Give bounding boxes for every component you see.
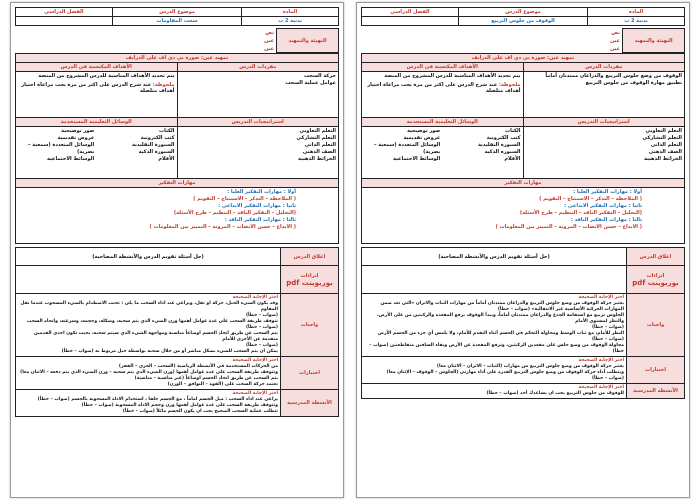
strategies-list [526,128,683,163]
tests-cell [362,357,627,384]
thinking-line: أولا : مهارات التفكير العليا : [227,189,296,195]
enrich-value: بوربوينت pdf [632,278,679,287]
closing-label: اغلاق الدرس [627,248,685,266]
strategies-header: استراتيجيات التدريس [177,118,339,127]
question-line: (صواب – خطأ) [591,376,624,381]
tool-item: كتب الكترونية [140,135,175,141]
subject-label: المادة [242,8,339,17]
question-line: وقد يكون الشيء الحبل، حركة او ثقل، ويراعي عند اداء السحب ما يلي : تجنب الاصطدام بالشيء المسحوب عندما نقل المقاوم [20,301,278,312]
tool-item: الوسائل المتعددة (سمعية – بصرية) [374,142,441,155]
enrich-label [281,266,339,294]
tool-item: الكتاب [505,128,521,134]
strategies-cell [177,127,339,179]
tool-item: الوسائط الاجتماعية [46,156,95,162]
thinking-line: ثانيا : مهارات التفكير الابداعي : [218,203,296,209]
homework-cell [362,294,627,357]
strategy-item: الخرائط الذهنية [643,156,682,162]
question-line: للوقوف من جلوس التربيع يجب ان يساعدك أحد (صواب – خطأ) [486,391,624,396]
strategy-item: التعلم التشاركي [642,135,682,141]
lesson-plan-page-2 [356,2,690,498]
vocab-item: حركة السحب [304,73,336,79]
vocab-list [526,73,683,87]
strategies-cell [523,127,685,179]
page-content [11,3,343,497]
warmup-label: التهيئة والتمهيد [277,29,339,53]
thinking-header: مهارات التفكير [16,179,339,188]
question-line: يتم السحب عن طريق اتخاذ الجسم اوضاعاً (غير مناسبة – مناسبة) [134,376,278,381]
activity-title: اختر الإجابة الصحيحة [232,391,278,396]
goals-intro: يتم تحديد الأهداف المناسبة للدرس المشروح من المنصة [38,73,175,79]
main-table [15,53,339,244]
question-line: (صواب – خطأ) [245,313,278,318]
semester-value [362,17,459,26]
thinking-line: ( الابداع – حسن الانصات – المرونة – التمييز بين المعلومات ) [495,224,642,230]
strategy-item: التعلم التشاركي [296,135,336,141]
tests-lines [18,364,278,388]
enrich-label-text: اثراءات [646,272,665,279]
goals-note [364,82,521,94]
row-fill [16,45,257,53]
activity-label: الأنشطة المدرسية [281,390,339,417]
question-line: الجلوس تربيع مع استقامة الجذع والذراعان ممتدتان أماماً، ويبدأ الوقوف برفع المقعدة والركبتين من على الأرض، والنظر لمستوى الأمام [376,313,624,324]
enrich-value: بوربوينت pdf [286,278,333,287]
vocab-list [180,73,337,87]
warmup-label: التهيئة والتمهيد [623,29,685,53]
question-line: (صواب – خطأ) [245,343,278,348]
subject-label: المادة [588,8,685,17]
question-line: يمكن ان يتم السحب للشيء بشكل مباشر أو من خلال سحبه بواسطة حبل مربوط به (صواب – خطأ) [61,349,278,354]
thinking-line: ( الملاحظة – التذكر – الاستنتاج – التقويم ) [193,196,296,202]
header-table [15,7,339,26]
note-text: عند شرح الدرس على اكثر من مرة يجب مراعاة اختيار أهداف متلصلة [21,82,175,94]
homework-title: اختر الإجابة الصحيحة [232,295,278,300]
row-label: عين [264,37,274,44]
thinking-line: ثالثا : مهارات التفكير الناقد : [224,217,296,223]
strategy-item: التعلم الذاتي [304,142,336,148]
enrich-label-text: اثراءات [300,272,319,279]
closing-table [15,247,339,417]
warmup-table [361,28,685,53]
vocab-item: تطبيق مهارة الوقوف من جلوس التربيع [585,80,682,86]
question-line: يتم السحب عن طريق اتخاذ الجسم اوضاعاً مناسبة ومواجهة الشيء الذي سيتم سحبه، بحيث تكون احدى القدمين متقدمة عن الأخرى للأمام [33,331,278,342]
activity-cell [362,384,627,399]
goals-note [18,82,175,94]
tool-item: صور توضيحية [61,128,95,134]
question-line: يعتبر حركة الوقوف من وضع جلوس التربيع من مهارات (الثبات – الاتزان – الاثنان معا) [436,364,624,369]
tests-cell [16,357,281,390]
strategies-header: استراتيجيات التدريس [523,118,685,127]
row-label: عين [264,45,274,52]
tools-list-a [444,128,520,163]
homework-lines [18,301,278,355]
grade-value: بدنية 2 ب [242,17,339,26]
tool-item: الأقلام [158,156,175,162]
vocab-header: مفردات الدرس [177,63,339,72]
topic-value: الوقوف من جلوس التربيع [458,17,587,26]
enrich-cell [362,266,627,294]
homework-cell [16,294,281,357]
main-table [361,53,685,244]
tool-item: السبورة التقليدية [477,142,521,148]
question-line: ويتطلب أداء حركة الوقوف من وضع جلوس التربيع القدرة على أداء مهارتي (الجلوس – الوقوف – الاثنان معا) [386,370,624,375]
strategies-list [180,128,337,163]
vocab-cell [177,72,339,118]
activity-cell [16,390,281,417]
vocab-header: مفردات الدرس [523,63,685,72]
goals-intro: يتم تحديد الأهداف المناسبة للدرس المشروح من المنصة [384,73,521,79]
tests-title: اختر الإجابة الصحيحة [578,358,624,363]
thinking-header: مهارات التفكير [362,179,685,188]
question-line: تتوقف طريقة السحب على عدة عوامل أهمها وزن الشيء الذي يتم سحبه، وشكله، وحجمه، وسرعته، واتجاه السحب [26,319,278,324]
homework-lines [364,301,624,355]
tool-item: صور توضيحية [407,128,441,134]
question-line: النظر للأمام، مع ثبات الوسط ومحاولة التحكم في الجسم أثناء التقدم للأمام، ولا يلمس أي جزء من الجسم الأرض [377,331,624,336]
question-line: (صواب – خطأ) [591,337,624,342]
closing-table [361,247,685,399]
tools-list-b [364,128,440,163]
question-line: (صواب – خطأ) [591,325,624,330]
thinking-line: ( الملاحظة – التذكر – الاستنتاج – التقويم ) [539,196,642,202]
tools-columns [18,128,175,163]
thinking-line: (التحليل – التفكير الناقد – التنظيم – طرح الأسئلة) [173,210,296,216]
intro-row: تمهيد عين: صورة بي دي اف على الدرايف [362,54,685,63]
enrich-cell [16,266,281,294]
vocab-item: الوقوف من وضع جلوس التربيع والذراعان ممتدتان أماماً [545,73,682,79]
row-label: عين [610,37,620,44]
topic-label: موضوع الدرس [112,8,241,17]
question-line: يعتبر حركة الوقوف من وضع جلوس التربيع والذراعان ممتدتان أماماً من مهارات الثبات والاتزان «التي تعد ضمن المهارات الحركية الأساسية غير الانتقالية» (صواب – خطأ) [380,301,624,312]
row-fill [16,37,257,45]
homework-title: اختر الإجابة الصحيحة [578,295,624,300]
tools-header: الوسائل التعليمية المستخدمة [16,118,178,127]
warmup-table [15,28,339,53]
homework-label: واجبات [627,294,685,357]
tool-item: كتب الكترونية [486,135,521,141]
intro-row: تمهيد عين: صورة بي دي اف على الدرايف [16,54,339,63]
note-label: ملحوظة: [498,82,521,88]
homework-label: واجبات [281,294,339,357]
strategy-item: التعلم الذاتي [650,142,682,148]
header-table [361,7,685,26]
closing-text: (حل أسئلة تقويم الدرس والأنشطة المصاحبة) [362,248,627,266]
row-label: نص [611,29,620,36]
topic-label: موضوع الدرس [458,8,587,17]
strategy-item: التعلم التعاوني [299,128,336,134]
semester-label: الفصل الدراسي [16,8,113,17]
tests-lines [364,364,624,382]
thinking-cell [16,188,339,244]
question-line: يراعي عند اداء السحب : ميل الجسم اماماً ، مع الجسم خلفا ، استخدام الاداة المسحوبة بالجسم (صواب – خطأ) [37,397,278,402]
thinking-list [18,189,336,231]
question-line: وتتوقف طريقة السحب على عدة عوامل أهمها (وزن الشيء الذي يتم سحبه – وزن الشيء الذي يتم دفعه – الاثنان معا) [20,370,278,375]
thinking-cell [362,188,685,244]
tool-item: السبورة الذكية [138,149,175,155]
row-label: عين [610,45,620,52]
tools-cell [16,127,178,179]
tools-list-b [18,128,94,163]
activity-lines [364,391,624,397]
enrich-label [627,266,685,294]
strategy-item: التعلم التعاوني [645,128,682,134]
vocab-cell [523,72,685,118]
tools-columns [364,128,521,163]
topic-value: سحب المقاومات [112,17,241,26]
closing-label: اغلاق الدرس [281,248,339,266]
tool-item: السبورة التقليدية [131,142,175,148]
thinking-line: أولا : مهارات التفكير العليا : [573,189,642,195]
tool-item: الوسائط الاجتماعية [392,156,441,162]
thinking-line: ثانيا : مهارات التفكير الابداعي : [564,203,642,209]
thinking-line: (التحليل – التفكير الناقد – التنظيم – طرح الأسئلة) [519,210,642,216]
tool-item: الأقلام [504,156,521,162]
tests-label: اختبارات [281,357,339,390]
tools-header: الوسائل التعليمية المستخدمة [362,118,524,127]
tools-cell [362,127,524,179]
row-fill [16,29,257,37]
row-fill [362,45,603,53]
tools-list-a [98,128,174,163]
activity-title: اختر الإجابة الصحيحة [578,385,624,390]
semester-label: الفصل الدراسي [362,8,459,17]
strategy-item: الصف الذهني [648,149,682,155]
tool-item: الوسائل المتعددة (سمعية – بصرية) [28,142,95,155]
strategy-item: الخرائط الذهنية [297,156,336,162]
row-fill [362,37,603,45]
closing-text: (حل أسئلة تقويم الدرس والأنشطة المصاحبة) [16,248,281,266]
goals-header: الأهداف المكتسبة في الدرس [16,63,178,72]
lesson-plan-page-1 [10,2,344,498]
thinking-list [364,189,682,231]
question-line: من الحركات المستخدمة في الأنشطة الرياضية (السحب – الجري – القفز) [118,364,278,369]
question-line: تتطلب عملية السحب الصحيح يجب ان يكون الجسم مائلاً (صواب – خطأ) [122,409,278,414]
question-line: محاولة الوقوف من وضع جلس على مقعدين الركبتين، وترفع المقعدة عن الأرض وبقاء الساقين متقاطعتين (صواب – خطأ) [369,343,624,354]
question-line: وتتوقف طريقة السحب على عدة عوامل أهمها وزن وحجم الاداة المسحوبة (صواب – خطأ) [81,403,278,408]
semester-value [16,17,113,26]
question-line: (صواب – خطأ) [245,325,278,330]
activity-lines [18,397,278,415]
row-fill [362,29,603,37]
goals-header: الأهداف المكتسبة في الدرس [362,63,524,72]
page-content [357,3,689,497]
tool-item: الكتاب [159,128,175,134]
goals-cell [362,72,524,118]
tool-item: عروض تقديمية [57,135,95,141]
tool-item: السبورة الذكية [484,149,521,155]
vocab-item: عوامل عملية السحب [285,80,336,86]
note-text: عند شرح الدرس على اكثر من مرة يجب مراعاة اختيار أهداف متلصلة [367,82,521,94]
row-label: نص [265,29,274,36]
goals-cell [16,72,178,118]
thinking-line: ثالثا : مهارات التفكير الناقد : [570,217,642,223]
thinking-line: ( الابداع – حسن الانصات – المرونة – التمييز بين المعلومات ) [149,224,296,230]
grade-value: بدنية 2 ب [588,17,685,26]
question-line: تعتمد حركة السحب على (القوة – التوافق – الوزن) [167,382,278,387]
tests-label: اختبارات [627,357,685,384]
strategy-item: الصف الذهني [302,149,336,155]
note-label: ملحوظة: [152,82,175,88]
tool-item: عروض تقديمية [403,135,441,141]
tests-title: اختر الإجابة الصحيحة [232,358,278,363]
activity-label: الأنشطة المدرسية [627,384,685,399]
